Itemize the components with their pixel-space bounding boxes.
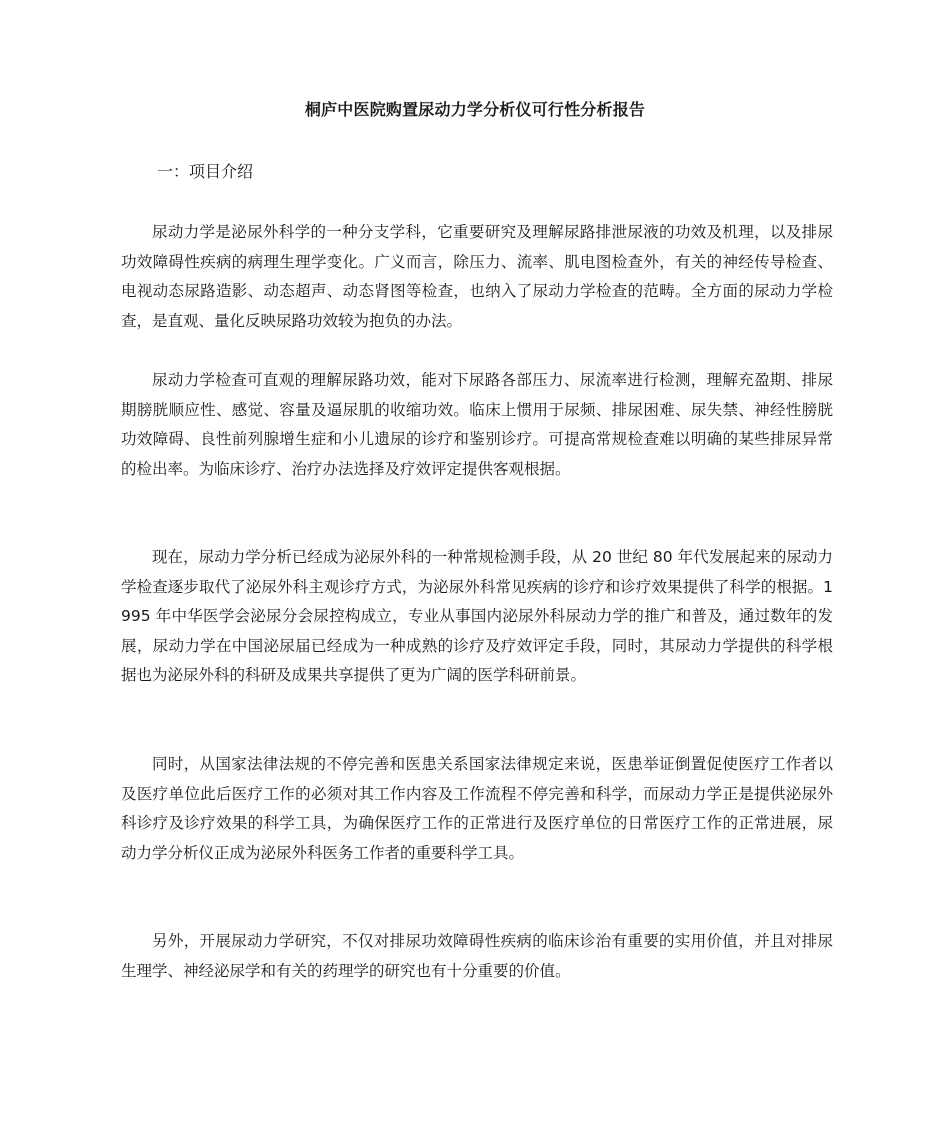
paragraph-5: 另外，开展尿动力学研究，不仅对排尿功效障碍性疾病的临床诊治有重要的实用价值，并且对排尿生理学、神经泌尿学和有关的药理学的研究也有十分重要的价值。	[121, 932, 833, 980]
paragraph-1: 尿动力学是泌尿外科学的一种分支学科，它重要研究及理解尿路排泄尿液的功效及机理，以及排尿功效障碍性疾病的病理生理学变化。广义而言，除压力、流率、肌电图检查外，有关的神经传导检查、电视动态尿路造影、动态超声、动态肾图等检查，也纳入了尿动力学检查的范畴。全方面的尿动力学检查，是直观、量化反映尿路功效较为抱负的办法。	[121, 223, 833, 330]
section-heading: 一：项目介绍	[157, 162, 254, 181]
paragraph-4: 同时，从国家法律法规的不停完善和医患关系国家法律规定来说，医患举证倒置促使医疗工作者以及医疗单位此后医疗工作的必须对其工作内容及工作流程不停完善和科学，而尿动力学正是提供泌尿外科诊疗及诊疗效果的科学工具，为确保医疗工作的正常进行及医疗单位的日常医疗工作的正常进展，尿动力学分析仪正成为泌尿外科医务工作者的重要科学工具。	[121, 755, 833, 862]
paragraph-3: 现在，尿动力学分析已经成为泌尿外科的一种常规检测手段，从 20 世纪 80 年代发展起来的尿动力学检查逐步取代了泌尿外科主观诊疗方式，为泌尿外科常见疾病的诊疗和诊疗效果提供了科学的根据。1995 年中华医学会泌尿分会尿控构成立，专业从事国内泌尿外科尿动力学的推广和普及，通过数年的发展，尿动力学在中国泌尿届已经成为一种成熟的诊疗及疗效评定手段，同时，其尿动力学提供的科学根据也为泌尿外科的科研及成果共享提供了更为广阔的医学科研前景。	[121, 548, 833, 684]
paragraph-2: 尿动力学检查可直观的理解尿路功效，能对下尿路各部压力、尿流率进行检测，理解充盈期、排尿期膀胱顺应性、感觉、容量及逼尿肌的收缩功效。临床上惯用于尿频、排尿困难、尿失禁、神经性膀胱功效障碍、良性前列腺增生症和小儿遗尿的诊疗和鉴别诊疗。可提高常规检查难以明确的某些排尿异常的检出率。为临床诊疗、治疗办法选择及疗效评定提供客观根据。	[121, 371, 833, 478]
document-title: 桐庐中医院购置尿动力学分析仪可行性分析报告	[304, 100, 646, 119]
